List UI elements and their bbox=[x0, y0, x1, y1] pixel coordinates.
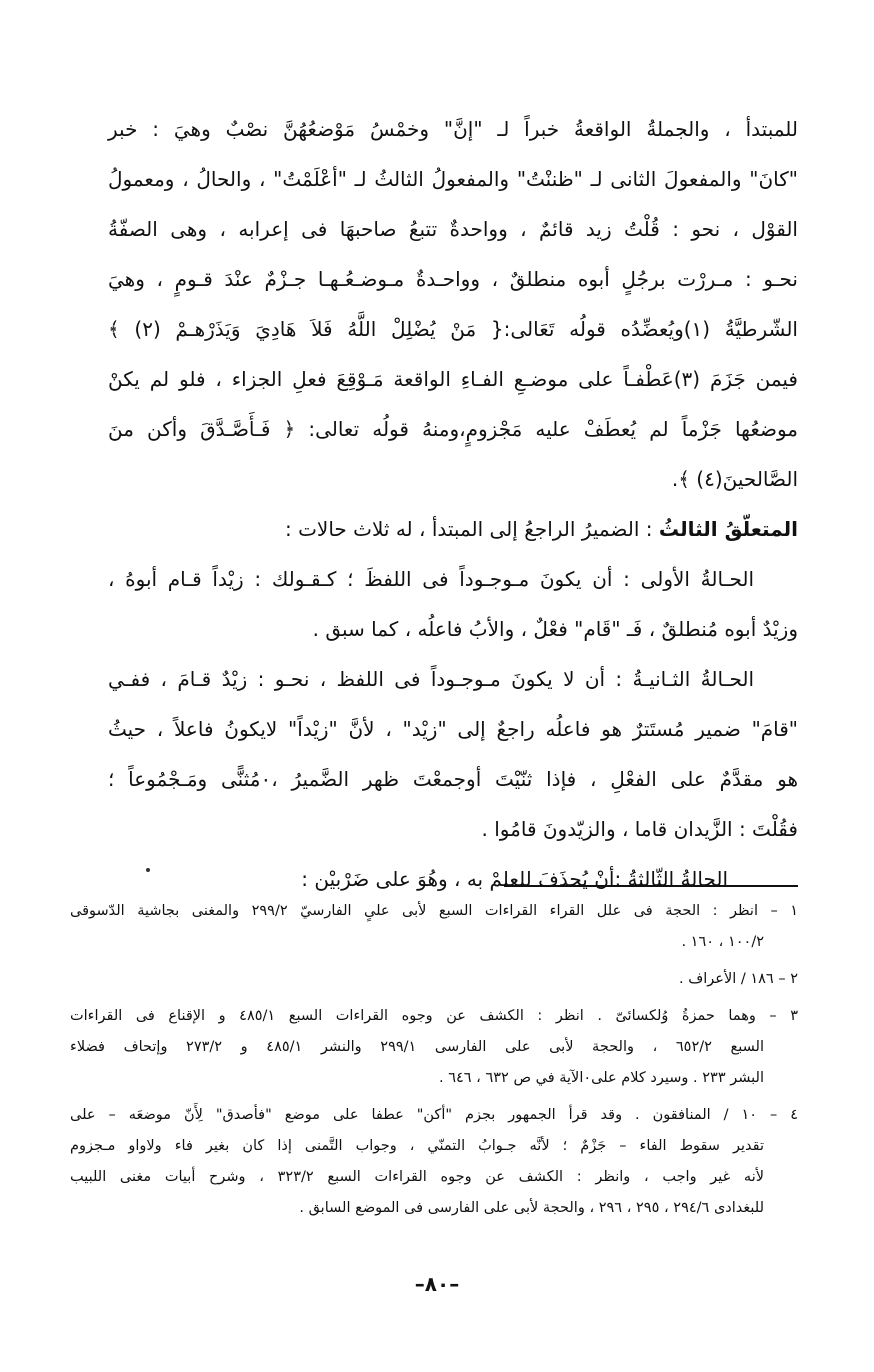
footnote-line: للبغدادى ٢٩٤/٦ ، ٢٩٥ ، ٢٩٦ ، والحجة لأبى على الفارسى فى الموضع السابق . bbox=[299, 1200, 764, 1216]
text-line: الحـالةُ الثـانيـةُ : أن لا يكونَ مـوجـوداً فى اللفظ ، نحـو : زيْدٌ قـامَ ، ففـي bbox=[108, 667, 754, 691]
text-line: الصَّالحينَ(٤) ﴾. bbox=[671, 467, 798, 491]
footnote-line: ٣ – وهما حمزةُ وُلكسائىّ . انظر : الكشف عن وجوه القراءات السبع ٤٨٥/١ و الإقناع فى القراءات bbox=[70, 1008, 798, 1024]
text-line: "كانَ" والمفعولَ الثانى لـ "ظننْتُ" والمفعولُ الثالثُ لـ "أعْلَمْتُ" ، والحالُ ، ومعمولُ bbox=[108, 167, 798, 191]
text-line: الحالةُ الثّالثةُ :أنْ يُحذَفَ للعلمْ به ، وهُوَ على ضَرْبيْن : bbox=[301, 867, 728, 891]
footnotes bbox=[70, 896, 798, 1224]
text-line: نحـو : مـررْت برجُلٍ أبوه منطلقٌ ، وواحـدةٌ مـوضـعُـهـا جـزْمٌ عنْدَ قـومٍ ، وهيَ bbox=[108, 267, 798, 291]
footnote-line: تقدير سقوط الفاء – جَزْمٌ ؛ لأنَّه جـوابُ التمنّي ، وجواب التَّمنى إذا كان بغير فاء ولاواو مـجزوم bbox=[70, 1138, 764, 1154]
text-line: الحـالةُ الأولى : أن يكونَ مـوجـوداً فى اللفظَ ؛ كـقـولك : زيْداً قـام أبوهُ ، bbox=[108, 567, 754, 591]
text-line: للمبتدأ ، والجملةُ الواقعةُ خبراً لـ "إنَّ" وخمْسُ مَوْضعُهُنَّ نصْبٌ وهيَ : خبر bbox=[108, 117, 798, 141]
text-line: فقُلْتَ : الزَّيدان قاما ، والزيّدونَ قامُوا . bbox=[481, 817, 798, 841]
text-line: موضعُها جَزْماً لم يُعطَفْ عليه مَجْزومٍ،ومنهُ قولُه تعالى: ﴿ فَـأَصَّـدَّقَ وأكن منَ bbox=[108, 417, 798, 441]
text-line: هو مقدَّمٌ على الفعْلِ ، فإذا ثنّيْتَ أوجمعْتَ ظهر الضَّميرُ ،٠مُثنًّى ومَـجْمُوعاً ؛ bbox=[108, 767, 798, 791]
footnote-line: لأنه غير واجب ، وانظر : الكشف عن وجوه القراءات السبع ٣٢٣/٢ ، وشرح أبيات مغنى اللبيب bbox=[70, 1169, 764, 1185]
text-line: وزيْدٌ أبوه مُنطلقٌ ، فَـ "قَام" فعْلٌ ، والأبُ فاعلُه ، كما سبق . bbox=[312, 617, 798, 641]
main-text bbox=[108, 104, 798, 904]
section-heading: المتعلّقُ الثالثُ bbox=[658, 517, 798, 541]
footnote-line: ٢ – ١٨٦ / الأعراف . bbox=[679, 971, 798, 987]
footnote-line: السبع ٦٥٢/٢ ، والحجة لأبى على الفارسى ٢٩٩/١ والنشر ٤٨٥/١ و ٢٧٣/٢ وإتحاف فضلاء bbox=[70, 1039, 764, 1055]
section-heading-rest: : الضميرُ الراجعُ إلى المبتدأ ، له ثلاث حالات : bbox=[285, 517, 659, 541]
footnote-line: ٤ – ١٠ / المنافقون . وقد قرأ الجمهور بجزم "أكن" عطفا على موضع "فأصدق" لِأَنّ موضعَه – على bbox=[70, 1107, 798, 1123]
page-number: –٨٠– bbox=[414, 1272, 460, 1296]
text-line: "قامَ" ضمير مُستَترٌ هو فاعلُه راجعٌ إلى "زيْد" ، لأنَّ "زيْداً" لايكونُ فاعلاً ، حيثُ bbox=[108, 717, 798, 741]
text-line: القوْل ، نحو : قُلْتُ زيد قائمٌ ، وواحدةٌ تتبعُ صاحبهَا فى إعرابه ، وهى الصفّةُ bbox=[108, 217, 798, 241]
footnote-line: ١٠٠/٢ ، ١٦٠ . bbox=[681, 934, 764, 950]
footnote-line: ١ – انظر : الحجة فى علل القراء القراءات السبع لأبى علىٍ الفارسيّ ٢٩٩/٢ والمغنى بجاشية الدّسوقى bbox=[70, 903, 798, 919]
ink-dot bbox=[146, 868, 150, 872]
section-heading-line bbox=[108, 504, 798, 554]
text-line: الشّرطيَّةُ (١)ويُعضِّدُه قولُه تَعَالى:{ مَنْ يُضْلِلْ اللَّهُ فَلاَ هَادِيَ وَيَذَرْهـمْ (٢) ﴾ bbox=[108, 317, 798, 341]
footnote-separator bbox=[504, 885, 798, 887]
text-line: فيمن جَزَمَ (٣)عَطْفـاً على موضـعِ الفـاءِ الواقعة مَـوْقِعَ فعلِ الجزاء ، فلو لم يكنْ bbox=[108, 367, 798, 391]
footnote-line: البشر ٢٣٣ . وسيرد كلام على٠الآية في ص ٦٣٢ ، ٦٤٦ . bbox=[438, 1070, 764, 1086]
